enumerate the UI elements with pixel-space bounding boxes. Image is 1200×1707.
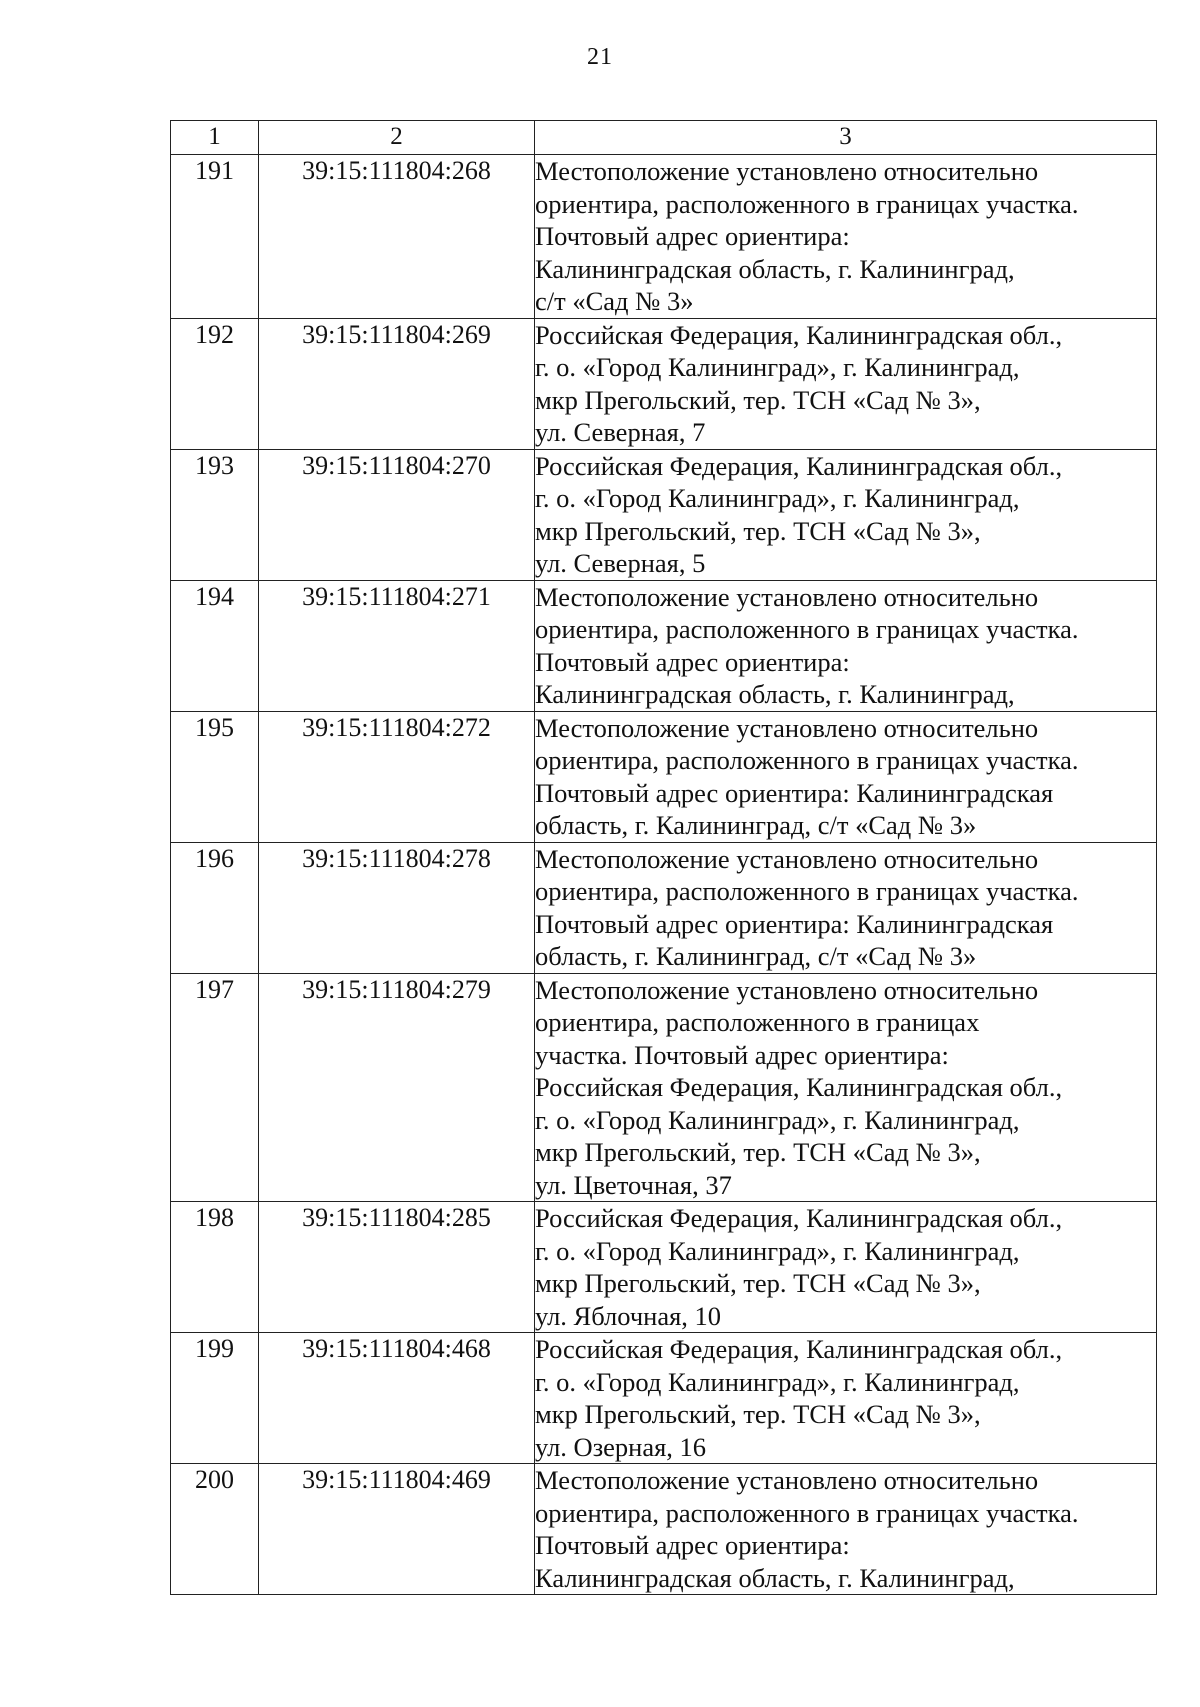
table-row [171,1333,1157,1464]
cadastral-number: 39:15:111804:278 [259,842,535,973]
cadastral-number: 39:15:111804:272 [259,711,535,842]
cadastral-number: 39:15:111804:469 [259,1464,535,1595]
cadastral-number: 39:15:111804:270 [259,449,535,580]
row-number: 198 [171,1202,259,1333]
plot-address: Российская Федерация, Калининградская обл., г. о. «Город Калининград», г. Калининград, мкр Прегольский, тер. ТСН «Сад № 3», ул. Озерная, 16 [535,1333,1157,1464]
table-row [171,1464,1157,1595]
column-header-3: 3 [535,121,1157,155]
table-row [171,973,1157,1202]
land-plots-table [170,120,1157,1595]
row-number: 196 [171,842,259,973]
cadastral-number: 39:15:111804:468 [259,1333,535,1464]
table-row [171,318,1157,449]
row-number: 199 [171,1333,259,1464]
plot-address: Местоположение установлено относительно ориентира, расположенного в границах участка. Почтовый адрес ориентира: Калининградская область, г. Калининград, [535,1464,1157,1595]
plot-address: Местоположение установлено относительно ориентира, расположенного в границах участка. Почтовый адрес ориентира: Калининградская область, г. Калининград, с/т «Сад № 3» [535,155,1157,319]
cadastral-number: 39:15:111804:269 [259,318,535,449]
cadastral-number: 39:15:111804:285 [259,1202,535,1333]
table-row [171,580,1157,711]
row-number: 193 [171,449,259,580]
cadastral-number: 39:15:111804:279 [259,973,535,1202]
table-row [171,1202,1157,1333]
page-number: 21 [587,44,613,70]
cadastral-number: 39:15:111804:271 [259,580,535,711]
row-number: 200 [171,1464,259,1595]
plot-address: Местоположение установлено относительно ориентира, расположенного в границах участка. Почтовый адрес ориентира: Калининградская область, г. Калининград, с/т «Сад № 3» [535,842,1157,973]
row-number: 191 [171,155,259,319]
cadastral-number: 39:15:111804:268 [259,155,535,319]
plot-address: Российская Федерация, Калининградская обл., г. о. «Город Калининград», г. Калининград, мкр Прегольский, тер. ТСН «Сад № 3», ул. Яблочная, 10 [535,1202,1157,1333]
plot-address: Местоположение установлено относительно ориентира, расположенного в границах участка. Почтовый адрес ориентира: Калининградская область, г. Калининград, [535,580,1157,711]
plot-address: Российская Федерация, Калининградская обл., г. о. «Город Калининград», г. Калининград, мкр Прегольский, тер. ТСН «Сад № 3», ул. Северная, 5 [535,449,1157,580]
table-row [171,449,1157,580]
table-header-row [171,121,1157,155]
table-row [171,155,1157,319]
plot-address: Российская Федерация, Калининградская обл., г. о. «Город Калининград», г. Калининград, мкр Прегольский, тер. ТСН «Сад № 3», ул. Северная, 7 [535,318,1157,449]
table-row [171,842,1157,973]
row-number: 192 [171,318,259,449]
column-header-1: 1 [171,121,259,155]
row-number: 194 [171,580,259,711]
row-number: 195 [171,711,259,842]
column-header-2: 2 [259,121,535,155]
plot-address: Местоположение установлено относительно ориентира, расположенного в границах участка. Почтовый адрес ориентира: Калининградская область, г. Калининград, с/т «Сад № 3» [535,711,1157,842]
table-row [171,711,1157,842]
row-number: 197 [171,973,259,1202]
plot-address: Местоположение установлено относительно ориентира, расположенного в границах участка. Почтовый адрес ориентира: Российская Федерация, Калининградская обл., г. о. «Город Калининград», г. Калининград, мкр Прегольский, тер. ТСН «Сад № 3», ул. Цветочная, 37 [535,973,1157,1202]
